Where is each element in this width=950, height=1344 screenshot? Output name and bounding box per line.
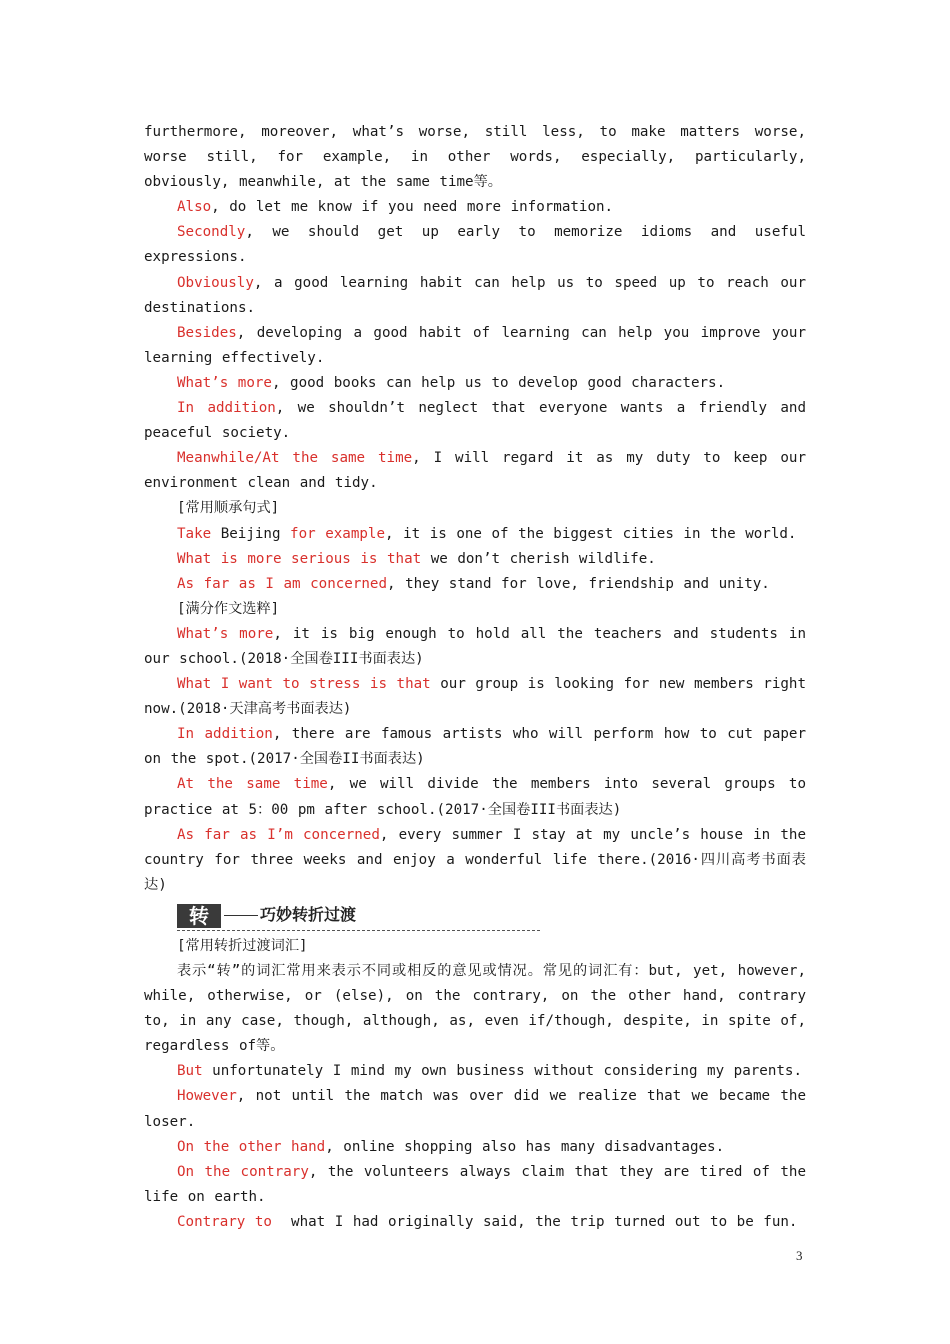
subheading-model-essays: [满分作文选粹]	[177, 600, 280, 617]
sentence-text: unfortunately I mind my own business without considering my parents.	[202, 1063, 802, 1080]
highlighted-phrase: for example	[290, 525, 386, 542]
pattern-sentence	[144, 572, 806, 597]
sentence-text: , it is big enough to hold all the teachers and students in our school.(2018·全国卷III书面表达)	[144, 625, 806, 667]
sentence-text: , we shouldn’t neglect that everyone wants a friendly and peaceful society.	[144, 400, 806, 442]
pattern-sentence	[144, 522, 806, 547]
sentence-text: , every summer I stay at my uncle’s house in the country for three weeks and enjoy a wonderful life there.(2016·四川高考书面表达)	[144, 826, 806, 893]
sentence-text: our group is looking for new members right now.(2018·天津高考书面表达)	[144, 676, 807, 718]
sentence-text: , a good learning habit can help us to speed up to reach our destinations.	[144, 274, 806, 316]
sentence-text: , there are famous artists who will perform how to cut paper on the spot.(2017·全国卷II书面表达)	[144, 726, 806, 768]
subheading-transition-words: [常用转折过渡词汇]	[177, 937, 308, 954]
highlighted-phrase: On the contrary	[177, 1163, 309, 1180]
section-dash	[224, 915, 258, 916]
example-sentence	[144, 321, 806, 371]
page-number: 3	[796, 1248, 803, 1263]
example-sentence	[144, 271, 806, 321]
highlighted-phrase: But	[177, 1063, 203, 1080]
highlighted-phrase: Obviously	[177, 274, 254, 291]
section-header	[144, 898, 806, 934]
highlighted-phrase: Secondly	[177, 224, 246, 241]
highlighted-phrase: As far as I’m concerned	[177, 826, 380, 843]
sentence-text: , online shopping also has many disadvantages.	[325, 1138, 725, 1155]
highlighted-phrase: Also	[177, 199, 212, 216]
highlighted-phrase: Contrary to	[177, 1213, 272, 1230]
sentence-text: , developing a good habit of learning can help you improve your learning effectively.	[144, 324, 806, 366]
transition-intro: 表示“转”的词汇常用来表示不同或相反的意见或情况。常见的词汇有：but, yet, however, while, otherwise, or (else), on the contrary, on the other hand, contrary to, in any case, though, although, as, even if/though, despite, in spite of, regardless of等。	[144, 963, 806, 1055]
example-sentence	[144, 220, 806, 270]
model-sentence	[144, 772, 806, 822]
highlighted-phrase: What is more serious is that	[177, 550, 422, 567]
model-sentence	[144, 823, 806, 898]
sentence-text: what I had originally said, the trip turned out to be fun.	[271, 1213, 798, 1230]
highlighted-phrase: What’s more	[177, 374, 272, 391]
highlighted-phrase: At the same time	[177, 776, 328, 793]
subheading-sentence-patterns: [常用顺承句式]	[177, 500, 280, 517]
example-sentence	[144, 1135, 806, 1160]
highlighted-phrase: In addition	[177, 726, 273, 743]
document-body	[144, 120, 806, 1235]
highlighted-phrase: Meanwhile/At the same time	[177, 450, 413, 467]
highlighted-phrase: On the other hand	[177, 1138, 326, 1155]
intro-continuation: furthermore, moreover, what’s worse, still less, to make matters worse, worse still, for example, in other words, especially, particularly, obviously, meanwhile, at the same time等。	[144, 124, 806, 191]
sentence-text: , the volunteers always claim that they are tired of the life on earth.	[144, 1163, 806, 1205]
highlighted-phrase: Take	[177, 525, 212, 542]
sentence-text: we don’t cherish wildlife.	[421, 550, 656, 567]
section-divider	[177, 930, 540, 931]
example-sentence	[144, 1160, 806, 1210]
sentence-text: , we should get up early to memorize idioms and useful expressions.	[144, 224, 806, 266]
example-sentence	[144, 396, 806, 446]
example-sentence	[144, 1210, 806, 1235]
model-sentence	[144, 672, 806, 722]
sentence-text: , not until the match was over did we realize that we became the loser.	[144, 1088, 806, 1130]
section-badge: 转	[177, 904, 221, 928]
example-sentence	[144, 371, 806, 396]
sentence-text: Beijing	[211, 525, 291, 542]
model-sentence	[144, 622, 806, 672]
model-sentence	[144, 722, 806, 772]
highlighted-phrase: Besides	[177, 324, 237, 341]
sentence-text: , I will regard it as my duty to keep our environment clean and tidy.	[144, 450, 806, 492]
highlighted-phrase: What I want to stress is that	[177, 676, 431, 693]
pattern-sentence	[144, 547, 806, 572]
section-title: 巧妙转折过渡	[260, 904, 357, 924]
highlighted-phrase: What’s more	[177, 625, 274, 642]
sentence-text: , do let me know if you need more information.	[211, 199, 614, 216]
example-sentence	[144, 446, 806, 496]
highlighted-phrase: In addition	[177, 400, 276, 417]
example-sentence	[144, 1059, 806, 1084]
sentence-text: , we will divide the members into several groups to practice at 5：00 pm after school.(2017·全国卷III书面表达)	[144, 776, 806, 818]
example-sentence	[144, 195, 806, 220]
highlighted-phrase: However	[177, 1088, 237, 1105]
sentence-text: , good books can help us to develop good characters.	[271, 374, 726, 391]
sentence-text: , they stand for love, friendship and unity.	[387, 575, 770, 592]
highlighted-phrase: As far as I am concerned	[177, 575, 387, 592]
sentence-text: , it is one of the biggest cities in the world.	[385, 525, 797, 542]
example-sentence	[144, 1084, 806, 1134]
